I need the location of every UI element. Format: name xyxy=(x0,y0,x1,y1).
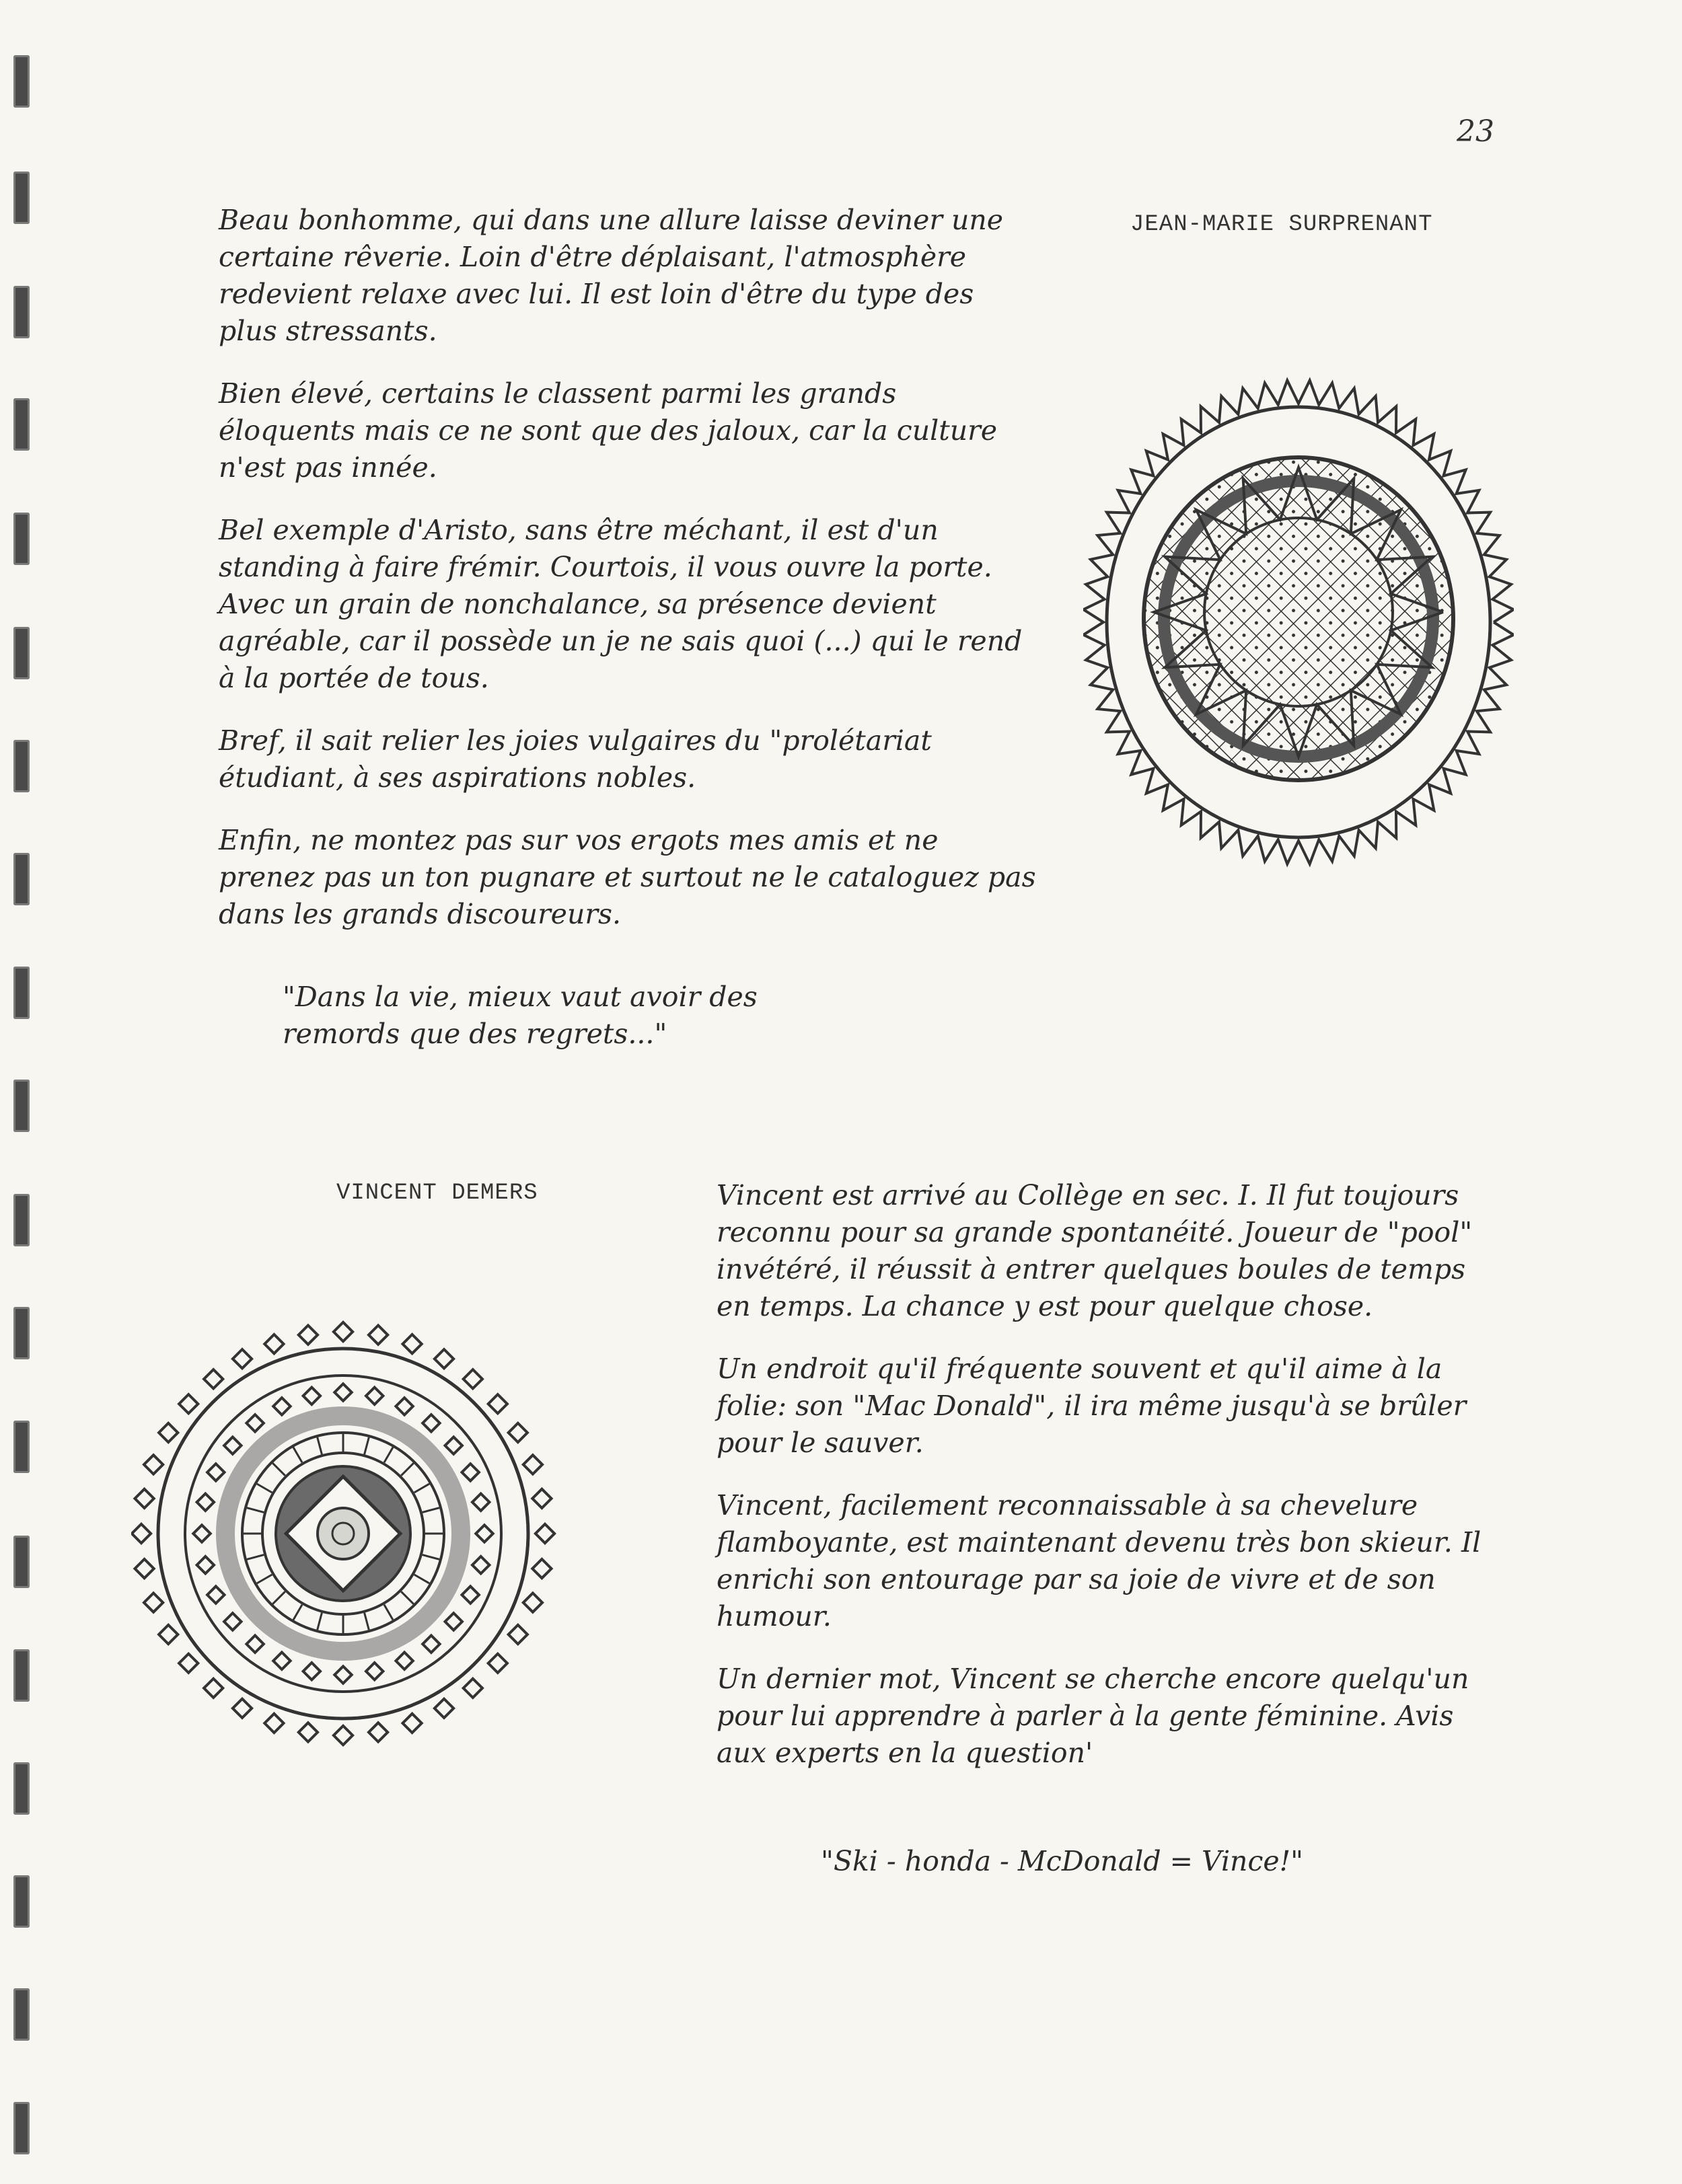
diamond-motif xyxy=(197,1556,214,1573)
arrow-motif xyxy=(272,1591,285,1604)
arrow-motif xyxy=(401,1591,413,1604)
diamond-motif xyxy=(144,1455,163,1474)
diamond-motif xyxy=(464,1679,482,1698)
diamond-motif xyxy=(159,1625,178,1644)
diamond-motif xyxy=(204,1679,223,1698)
profile-text-top xyxy=(219,202,1039,958)
diamond-motif xyxy=(488,1394,507,1413)
diamond-motif xyxy=(224,1437,241,1454)
binding-hole xyxy=(13,1080,30,1132)
arrow-motif xyxy=(414,1484,430,1493)
diamond-motif xyxy=(204,1369,223,1388)
profile-quote-top xyxy=(283,979,888,1053)
diamond-motif xyxy=(303,1663,320,1680)
mandala-drawing-bottom xyxy=(131,1312,562,1769)
mandala-drawing-top xyxy=(1083,363,1514,901)
diamond-motif xyxy=(488,1654,507,1673)
binding-hole xyxy=(13,1536,30,1588)
diamond-motif xyxy=(369,1723,388,1741)
diamond-motif xyxy=(246,1415,263,1431)
diamond-motif xyxy=(334,1726,353,1745)
diamond-motif xyxy=(536,1524,554,1543)
diamond-motif xyxy=(369,1325,388,1344)
paragraph: Bref, il sait relier les joies vulgaires du "prolétariat étudiant, à ses aspirations nobles. xyxy=(219,724,932,794)
binding-hole xyxy=(13,967,30,1019)
diamond-motif xyxy=(233,1349,252,1368)
arrow-motif xyxy=(318,1437,322,1454)
diamond-motif xyxy=(366,1663,383,1680)
arrow-motif xyxy=(365,1613,369,1630)
paragraph: Un dernier mot, Vincent se cherche encore quelqu'un pour lui apprendre à parler à la gente féminine. Avis aux experts en la question' xyxy=(717,1663,1469,1769)
arrow-motif xyxy=(318,1613,322,1630)
diamond-motif xyxy=(435,1699,453,1718)
diamond-motif xyxy=(402,1714,421,1733)
paragraph: Bien élevé, certains le classent parmi les grands éloquents mais ce ne sont que des jaloux, car la culture n'est pas innée. xyxy=(219,377,997,484)
diamond-motif xyxy=(246,1635,263,1652)
binding-hole xyxy=(13,1762,30,1815)
diamond-motif xyxy=(532,1559,551,1578)
diamond-motif xyxy=(334,1384,351,1400)
arrow-motif xyxy=(257,1575,272,1583)
diamond-motif xyxy=(462,1464,478,1480)
binding-hole xyxy=(13,1988,30,2041)
diamond-motif xyxy=(299,1723,318,1741)
binding-hole xyxy=(13,2102,30,2154)
binding-hole xyxy=(13,55,30,108)
paragraph: Vincent, facilement reconnaissable à sa chevelure flamboyante, est maintenant devenu très bon skieur. Il enrichi son entourage par sa joie de vivre et de son humour. xyxy=(717,1489,1482,1632)
diamond-motif xyxy=(396,1652,412,1669)
binding-hole xyxy=(13,286,30,338)
diamond-motif xyxy=(273,1398,290,1415)
diamond-motif xyxy=(197,1494,214,1511)
diamond-motif xyxy=(435,1349,453,1368)
arrow-motif xyxy=(414,1575,430,1583)
diamond-motif xyxy=(144,1593,163,1612)
diamond-motif xyxy=(402,1334,421,1353)
binding-hole xyxy=(13,1194,30,1246)
diamond-motif xyxy=(159,1423,178,1442)
paragraph: Un endroit qu'il fréquente souvent et qu'il aime à la folie: son "Mac Donald", il ira même jusqu'à se brûler pour le sauver. xyxy=(717,1353,1467,1459)
diamond-motif xyxy=(462,1586,478,1603)
paragraph: Vincent est arrivé au Collège en sec. I. Il fut toujours reconnu pour sa grande spontanéité. Joueur de "pool" invétéré, il réussit à entrer quelques boules de temps en temps. La chance y est pour quelque chose. xyxy=(717,1179,1473,1322)
binding-hole xyxy=(13,1421,30,1473)
diamond-motif xyxy=(264,1714,283,1733)
diamond-motif xyxy=(445,1437,462,1454)
quote-line: "Dans la vie, mieux vaut avoir des xyxy=(283,981,758,1013)
binding-hole xyxy=(13,853,30,905)
diamond-motif xyxy=(264,1334,283,1353)
diamond-motif xyxy=(135,1489,153,1508)
diamond-motif xyxy=(445,1613,462,1630)
binding-hole xyxy=(13,398,30,451)
binding-hole xyxy=(13,1875,30,1928)
diamond-motif xyxy=(179,1394,198,1413)
arrow-motif xyxy=(365,1437,369,1454)
diamond-motif xyxy=(334,1322,353,1341)
diamond-motif xyxy=(132,1524,151,1543)
diamond-motif xyxy=(366,1388,383,1404)
diamond-motif xyxy=(233,1699,252,1718)
arrow-motif xyxy=(401,1463,413,1475)
diamond-motif xyxy=(273,1652,290,1669)
arrow-motif xyxy=(247,1508,264,1513)
diamond-motif xyxy=(207,1464,224,1480)
diamond-motif xyxy=(523,1455,542,1474)
arrow-motif xyxy=(293,1447,302,1463)
binding-hole xyxy=(13,172,30,224)
diamond-motif xyxy=(396,1398,412,1415)
binding-hole xyxy=(13,1649,30,1702)
profile-quote-bottom: "Ski - honda - McDonald = Vince!" xyxy=(821,1845,1304,1877)
diamond-motif xyxy=(509,1625,527,1644)
diamond-motif xyxy=(303,1388,320,1404)
arrow-motif xyxy=(384,1447,393,1463)
diamond-motif xyxy=(193,1525,210,1542)
diamond-motif xyxy=(532,1489,551,1508)
binding-strip xyxy=(13,0,34,2184)
paragraph: Beau bonhomme, qui dans une allure laisse deviner une certaine rêverie. Loin d'être déplaisant, l'atmosphère redevient relaxe avec lui. Il est loin d'être du type des plus stressants. xyxy=(219,204,1004,347)
arrow-motif xyxy=(247,1555,264,1560)
paragraph: Bel exemple d'Aristo, sans être méchant, il est d'un standing à faire frémir. Courtois, il vous ouvre la porte. Avec un grain de nonchalance, sa présence devient agréable, car il possède un je ne sais quoi (...) qui le rend à la portée de tous. xyxy=(219,514,1023,694)
diamond-motif xyxy=(464,1369,482,1388)
diamond-motif xyxy=(179,1654,198,1673)
diamond-motif xyxy=(135,1559,153,1578)
binding-hole xyxy=(13,740,30,792)
profile-text-bottom xyxy=(717,1177,1484,1797)
binding-hole xyxy=(13,513,30,565)
diamond-motif xyxy=(423,1635,439,1652)
diamond-motif xyxy=(334,1666,351,1683)
diamond-motif xyxy=(224,1613,241,1630)
diamond-motif xyxy=(476,1525,492,1542)
arrow-motif xyxy=(293,1605,302,1620)
diamond-motif xyxy=(299,1325,318,1344)
page-number: 23 xyxy=(1457,114,1494,149)
diamond-motif xyxy=(207,1586,224,1603)
arrow-motif xyxy=(423,1555,439,1560)
diamond-motif xyxy=(509,1423,527,1442)
diamond-motif xyxy=(472,1494,489,1511)
binding-hole xyxy=(13,1307,30,1359)
quote-line: remords que des regrets..." xyxy=(283,1018,667,1050)
arrow-motif xyxy=(384,1605,393,1620)
diamond-motif xyxy=(423,1415,439,1431)
arrow-motif xyxy=(272,1463,285,1475)
arrow-motif xyxy=(257,1484,272,1493)
profile-name-top: JEAN-MARIE SURPRENANT xyxy=(1130,212,1433,237)
diamond-motif xyxy=(472,1556,489,1573)
arrow-motif xyxy=(423,1508,439,1513)
profile-name-bottom: VINCENT DEMERS xyxy=(336,1180,538,1206)
binding-hole xyxy=(13,627,30,679)
diamond-motif xyxy=(523,1593,542,1612)
paragraph: Enfin, ne montez pas sur vos ergots mes amis et ne prenez pas un ton pugnare et surtout ne le cataloguez pas dans les grands discoureurs. xyxy=(219,824,1036,930)
